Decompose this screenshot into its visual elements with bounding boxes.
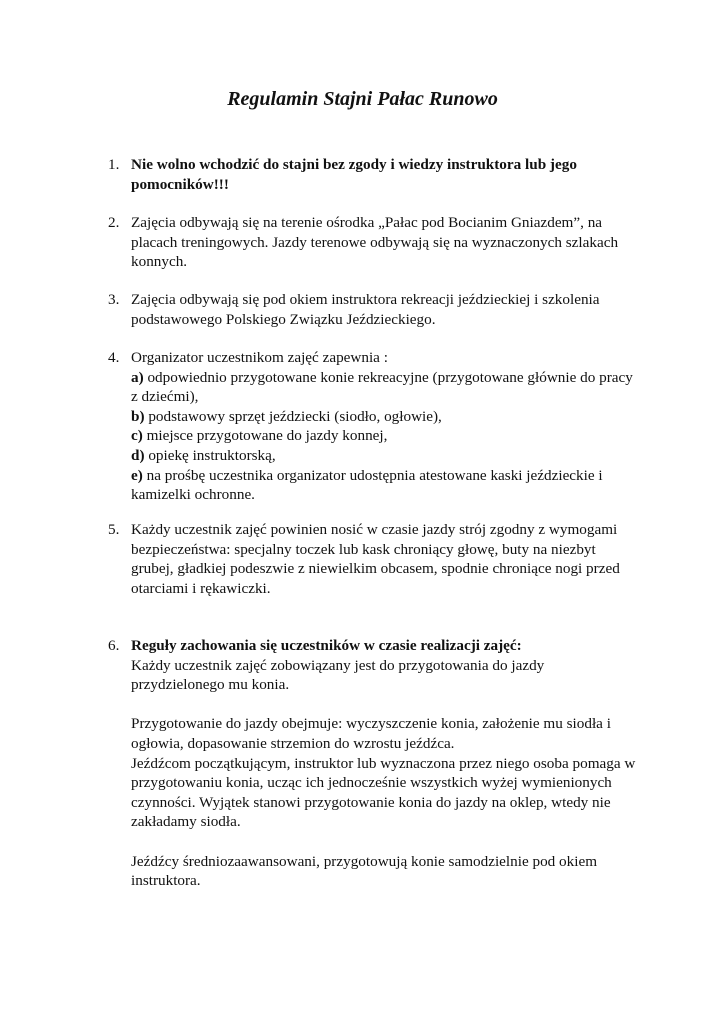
sub-text: opiekę instruktorską,: [144, 446, 276, 464]
sub-item-e: [131, 466, 638, 505]
list-item-2: [108, 213, 638, 272]
sub-letter: d): [131, 446, 145, 464]
sub-item-d: [131, 446, 638, 466]
page-title: Regulamin Stajni Pałac Runowo: [227, 88, 498, 110]
sub-text: na prośbę uczestnika organizator udostępnia atestowane kaski jeździeckie i kamizelki ochronne.: [131, 466, 603, 504]
list-item-4: [108, 348, 638, 505]
paragraph-gap: [131, 695, 638, 715]
sub-text: miejsce przygotowane do jazdy konnej,: [142, 427, 388, 445]
sub-letter: b): [131, 407, 145, 425]
sub-text: podstawowy sprzęt jeździecki (siodło, ogłowie),: [144, 407, 442, 425]
sub-text: odpowiednio przygotowane konie rekreacyjne (przygotowane głównie do pracy z dziećmi),: [131, 368, 633, 406]
list-number: 5.: [108, 521, 120, 538]
list-item-1: [108, 155, 638, 194]
item-text: Nie wolno wchodzić do stajni bez zgody i wiedzy instruktora lub jego pomocników!!!: [131, 156, 577, 193]
list-item-5: [108, 520, 638, 598]
item-body: [131, 636, 638, 891]
paragraph: Każdy uczestnik zajęć zobowiązany jest do przygotowania do jazdy przydzielonego mu konia.: [131, 656, 545, 694]
paragraph: Jeźdźcy średniozaawansowani, przygotowują konie samodzielnie pod okiem instruktora.: [131, 852, 598, 890]
sub-item-a: [131, 368, 638, 407]
paragraph: Jeźdźcom początkującym, instruktor lub wyznaczona przez niego osoba pomaga w przygotowaniu konia, ucząc ich jednocześnie wszystkich wyżej wymienionych czynności. Wyjątek stanowi przygotowanie konia do jazdy na oklep, wtedy nie zakładamy siodła.: [131, 754, 636, 831]
item-text: Zajęcia odbywają się pod okiem instruktora rekreacji jeździeckiej i szkolenia podstawowego Polskiego Związku Jeździeckiego.: [131, 291, 600, 328]
item-text: Każdy uczestnik zajęć powinien nosić w czasie jazdy strój zgodny z wymogami bezpieczeństwa: specjalny toczek lub kask chroniący głowę, buty na niezbyt grubej, gładkiej podeszwie z niewielkim obcasem, spodnie chroniące nogi przed otarciami i rękawiczki.: [131, 521, 620, 597]
item-body: [131, 348, 638, 505]
paragraph-gap: [131, 832, 638, 852]
list-item-3: [108, 290, 638, 329]
item-text: Zajęcia odbywają się na terenie ośrodka „Pałac pod Bocianim Gniazdem”, na placach treningowych. Jazdy terenowe odbywają się na wyznaczonych szlakach konnych.: [131, 214, 619, 271]
list-number: 3.: [108, 291, 120, 308]
list-number: 2.: [108, 214, 120, 231]
list-number: 4.: [108, 349, 120, 366]
item-intro: Organizator uczestnikom zajęć zapewnia :: [131, 349, 388, 366]
sub-item-b: [131, 407, 638, 427]
sub-letter: c): [131, 427, 143, 445]
sub-letter: e): [131, 466, 143, 484]
list-number: 6.: [108, 637, 120, 654]
sub-item-c: [131, 426, 638, 446]
item-heading: Reguły zachowania się uczestników w czasie realizacji zajęć:: [131, 637, 522, 654]
sub-letter: a): [131, 368, 144, 386]
list-number: 1.: [108, 156, 120, 173]
paragraph: Przygotowanie do jazdy obejmuje: wyczyszczenie konia, założenie mu siodła i ogłowia, dopasowanie strzemion do wzrostu jeźdźca.: [131, 715, 611, 752]
list-item-6: [108, 636, 638, 891]
